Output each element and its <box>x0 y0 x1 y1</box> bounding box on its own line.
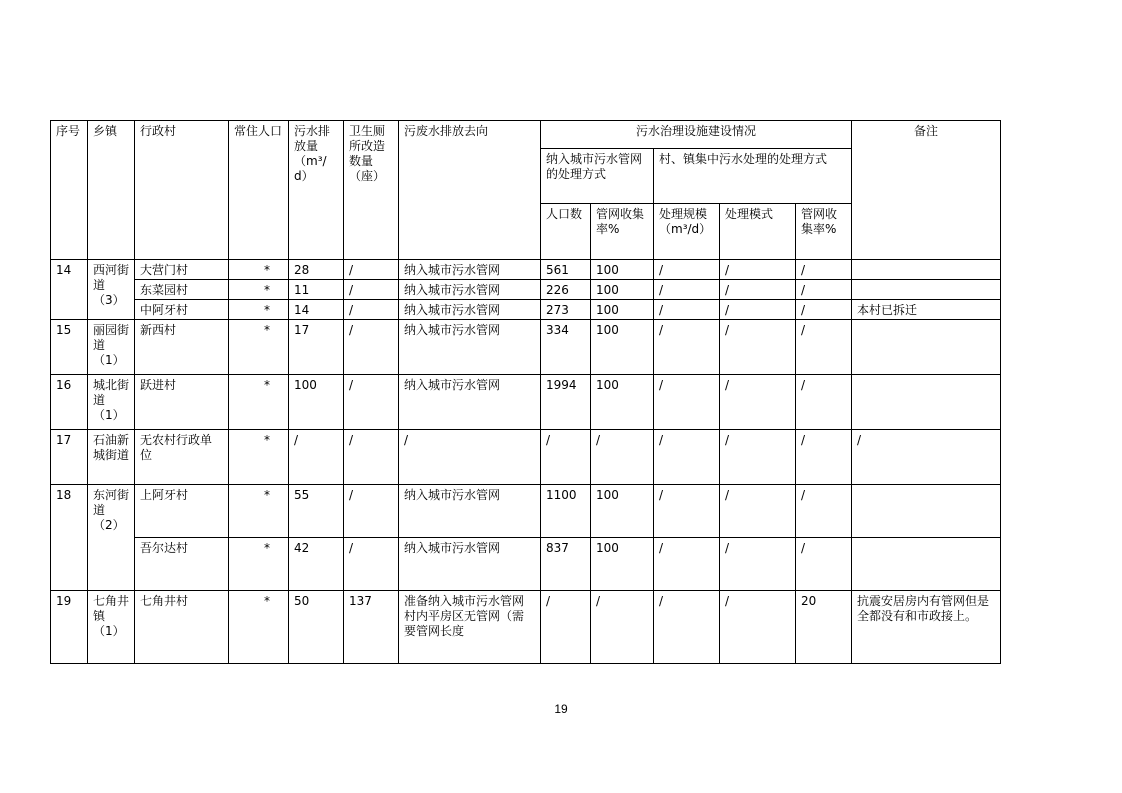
scale-cell: / <box>654 260 720 280</box>
table-row <box>51 300 1001 320</box>
header-scale: 处理规模（m³/d） <box>654 204 720 260</box>
population-cell: * <box>229 430 289 485</box>
town-cell: 石油新城街道 <box>88 430 135 485</box>
table-row <box>51 320 1001 375</box>
sewage-cell: 28 <box>289 260 344 280</box>
toilet-cell: / <box>344 485 399 538</box>
net-rate-cell: / <box>796 430 852 485</box>
village-cell: 中阿牙村 <box>135 300 229 320</box>
population-cell: * <box>229 300 289 320</box>
population-cell: * <box>229 485 289 538</box>
remark-cell <box>852 375 1001 430</box>
discharge-cell: 纳入城市污水管网 <box>399 320 541 375</box>
seq-cell: 15 <box>51 320 88 375</box>
pop-count-cell: / <box>541 430 591 485</box>
collect-rate-cell: 100 <box>591 280 654 300</box>
sewage-cell: 100 <box>289 375 344 430</box>
toilet-cell: / <box>344 280 399 300</box>
header-sewage-volume: 污水排放量（m³/d） <box>289 121 344 260</box>
mode-cell: / <box>720 375 796 430</box>
table-row <box>51 591 1001 664</box>
toilet-cell: 137 <box>344 591 399 664</box>
remark-cell <box>852 320 1001 375</box>
population-cell: * <box>229 260 289 280</box>
population-cell: * <box>229 280 289 300</box>
collect-rate-cell: 100 <box>591 320 654 375</box>
remark-cell: 抗震安居房内有管网但是全都没有和市政接上。 <box>852 591 1001 664</box>
seq-cell: 19 <box>51 591 88 664</box>
header-facility: 污水治理设施建设情况 <box>541 121 852 149</box>
net-rate-cell: / <box>796 538 852 591</box>
net-rate-cell: / <box>796 280 852 300</box>
village-cell: 七角井村 <box>135 591 229 664</box>
collect-rate-cell: 100 <box>591 485 654 538</box>
sewage-cell: 17 <box>289 320 344 375</box>
village-cell: 吾尔达村 <box>135 538 229 591</box>
sewage-cell: 14 <box>289 300 344 320</box>
sewage-cell: / <box>289 430 344 485</box>
header-toilet: 卫生厕所改造数量（座） <box>344 121 399 260</box>
town-cell: 城北街道（1） <box>88 375 135 430</box>
town-cell: 西河街道（3） <box>88 260 135 320</box>
village-cell: 东菜园村 <box>135 280 229 300</box>
village-cell: 跃进村 <box>135 375 229 430</box>
remark-cell <box>852 538 1001 591</box>
page-number: 19 <box>554 702 568 716</box>
toilet-cell: / <box>344 320 399 375</box>
net-rate-cell: / <box>796 375 852 430</box>
net-rate-cell: / <box>796 320 852 375</box>
scale-cell: / <box>654 300 720 320</box>
population-cell: * <box>229 375 289 430</box>
remark-cell <box>852 260 1001 280</box>
pop-count-cell: 1100 <box>541 485 591 538</box>
collect-rate-cell: / <box>591 430 654 485</box>
toilet-cell: / <box>344 375 399 430</box>
discharge-cell: 纳入城市污水管网 <box>399 260 541 280</box>
collect-rate-cell: 100 <box>591 260 654 280</box>
table-row <box>51 485 1001 538</box>
sewage-table <box>50 120 1001 664</box>
mode-cell: / <box>720 591 796 664</box>
mode-cell: / <box>720 430 796 485</box>
discharge-cell: 纳入城市污水管网 <box>399 485 541 538</box>
village-cell: 上阿牙村 <box>135 485 229 538</box>
pop-count-cell: 226 <box>541 280 591 300</box>
mode-cell: / <box>720 260 796 280</box>
collect-rate-cell: 100 <box>591 300 654 320</box>
remark-cell: / <box>852 430 1001 485</box>
table-row <box>51 375 1001 430</box>
header-population: 常住人口 <box>229 121 289 260</box>
pop-count-cell: 561 <box>541 260 591 280</box>
sewage-cell: 50 <box>289 591 344 664</box>
town-cell: 丽园街道（1） <box>88 320 135 375</box>
scale-cell: / <box>654 320 720 375</box>
seq-cell: 17 <box>51 430 88 485</box>
seq-cell: 16 <box>51 375 88 430</box>
header-urban-network: 纳入城市污水管网的处理方式 <box>541 149 654 204</box>
population-cell: * <box>229 320 289 375</box>
mode-cell: / <box>720 300 796 320</box>
village-cell: 新西村 <box>135 320 229 375</box>
sewage-cell: 55 <box>289 485 344 538</box>
scale-cell: / <box>654 375 720 430</box>
mode-cell: / <box>720 320 796 375</box>
discharge-cell: 纳入城市污水管网 <box>399 300 541 320</box>
toilet-cell: / <box>344 430 399 485</box>
pop-count-cell: 334 <box>541 320 591 375</box>
town-cell: 七角井镇（1） <box>88 591 135 664</box>
toilet-cell: / <box>344 300 399 320</box>
town-cell: 东河街道（2） <box>88 485 135 591</box>
toilet-cell: / <box>344 538 399 591</box>
population-cell: * <box>229 538 289 591</box>
header-town: 乡镇 <box>88 121 135 260</box>
net-rate-cell: / <box>796 485 852 538</box>
population-cell: * <box>229 591 289 664</box>
seq-cell: 18 <box>51 485 88 591</box>
header-mode: 处理模式 <box>720 204 796 260</box>
net-rate-cell: 20 <box>796 591 852 664</box>
table-row <box>51 538 1001 591</box>
remark-cell: 本村已拆迁 <box>852 300 1001 320</box>
scale-cell: / <box>654 485 720 538</box>
header-discharge: 污废水排放去向 <box>399 121 541 260</box>
pop-count-cell: 273 <box>541 300 591 320</box>
pop-count-cell: 837 <box>541 538 591 591</box>
remark-cell <box>852 485 1001 538</box>
mode-cell: / <box>720 485 796 538</box>
header-remark: 备注 <box>852 121 1001 260</box>
seq-cell: 14 <box>51 260 88 320</box>
discharge-cell: 纳入城市污水管网 <box>399 538 541 591</box>
collect-rate-cell: 100 <box>591 375 654 430</box>
remark-cell <box>852 280 1001 300</box>
scale-cell: / <box>654 591 720 664</box>
header-village-central: 村、镇集中污水处理的处理方式 <box>654 149 852 204</box>
sewage-cell: 11 <box>289 280 344 300</box>
discharge-cell: 准备纳入城市污水管网 村内平房区无管网（需要管网长度 <box>399 591 541 664</box>
header-net-rate: 管网收集率% <box>796 204 852 260</box>
net-rate-cell: / <box>796 300 852 320</box>
header-row-1 <box>51 121 1001 149</box>
header-collect-rate: 管网收集率% <box>591 204 654 260</box>
scale-cell: / <box>654 430 720 485</box>
table-row <box>51 280 1001 300</box>
toilet-cell: / <box>344 260 399 280</box>
scale-cell: / <box>654 538 720 591</box>
mode-cell: / <box>720 280 796 300</box>
collect-rate-cell: / <box>591 591 654 664</box>
sewage-cell: 42 <box>289 538 344 591</box>
discharge-cell: 纳入城市污水管网 <box>399 375 541 430</box>
header-village: 行政村 <box>135 121 229 260</box>
village-cell: 无农村行政单位 <box>135 430 229 485</box>
pop-count-cell: 1994 <box>541 375 591 430</box>
village-cell: 大营门村 <box>135 260 229 280</box>
scale-cell: / <box>654 280 720 300</box>
table-row <box>51 430 1001 485</box>
net-rate-cell: / <box>796 260 852 280</box>
collect-rate-cell: 100 <box>591 538 654 591</box>
mode-cell: / <box>720 538 796 591</box>
header-seq: 序号 <box>51 121 88 260</box>
discharge-cell: 纳入城市污水管网 <box>399 280 541 300</box>
header-pop-sub: 人口数 <box>541 204 591 260</box>
discharge-cell: / <box>399 430 541 485</box>
pop-count-cell: / <box>541 591 591 664</box>
table-row <box>51 260 1001 280</box>
